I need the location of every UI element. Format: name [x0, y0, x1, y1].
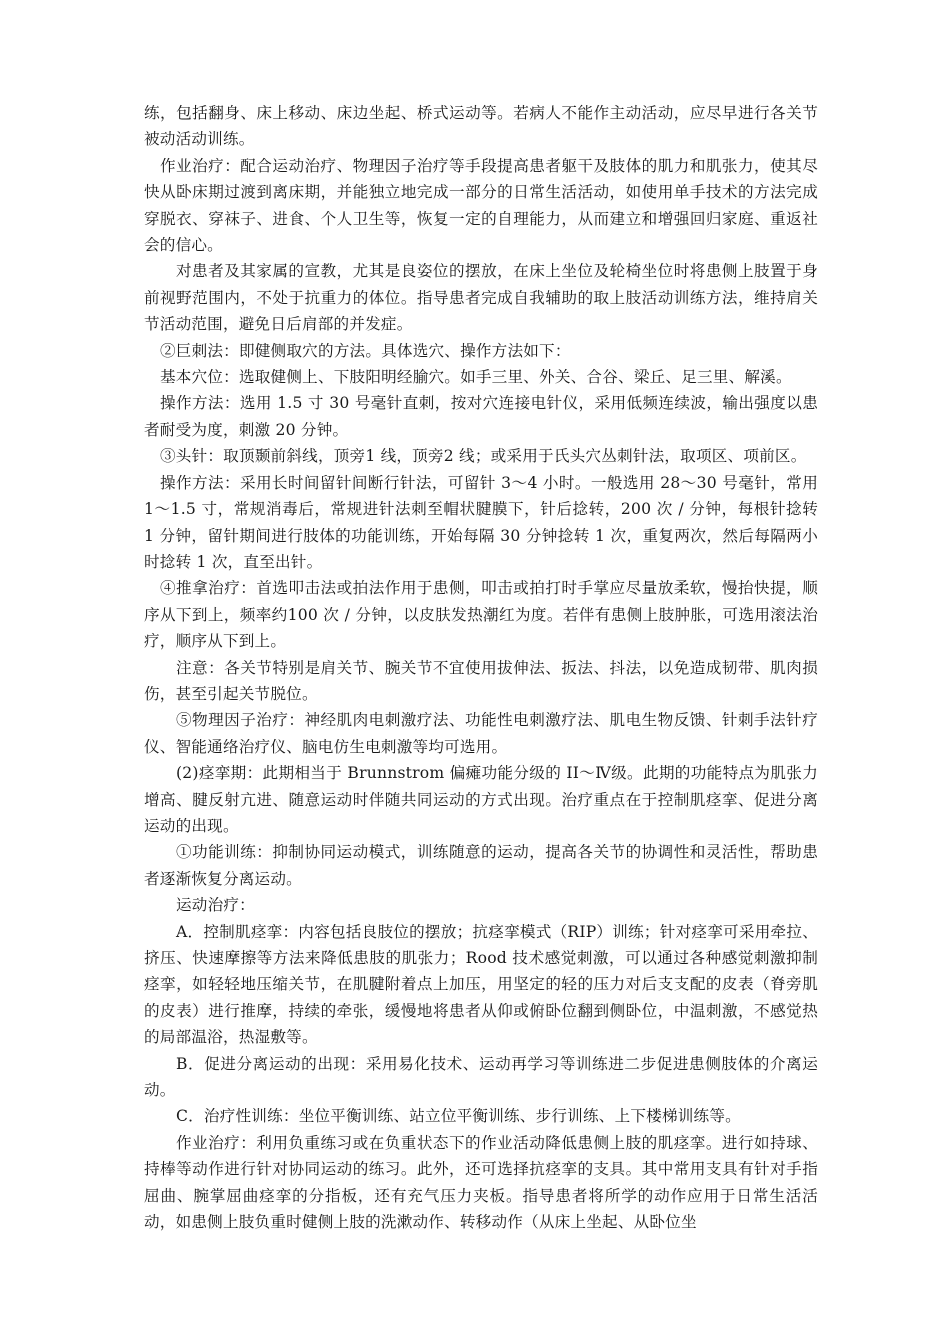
- paragraph-physical-factor-therapy: ⑤物理因子治疗：神经肌肉电刺激疗法、功能性电刺激疗法、肌电生物反馈、针刺手法针疗仪、智能通络治疗仪、脑电仿生电刺激等均可选用。: [144, 711, 818, 756]
- paragraph-operation-method-2: 操作方法：采用长时间留针间断行针法，可留针 3～4 小时。一般选用 28～30 号毫针，常用 1～1.5 寸，常规消毒后，常规进针法刺至帽状腱膜下，针后捻转，200 次 / 分钟，每根针捻转 1 分钟，留针期间进行肢体的功能训练，开始每隔 30 分钟捻转 1 次，重复两次，然后每隔两小时捻转 1 次，直至出针。: [144, 473, 818, 571]
- paragraph-promote-separation: B．促进分离运动的出现：采用易化技术、运动再学习等训练进二步促进患侧肢体的介离运动。: [144, 1054, 818, 1100]
- body-text: [144, 100, 818, 1235]
- paragraph-exercise-therapy-heading: 运动治疗：: [176, 896, 255, 915]
- paragraph-therapeutic-training: C．治疗性训练：坐位平衡训练、站立位平衡训练、步行训练、上下楼梯训练等。: [176, 1107, 741, 1126]
- paragraph-basic-acupoints: 基本穴位：选取健侧上、下肢阳明经腧穴。如手三里、外关、合谷、梁丘、足三里、解溪。: [160, 368, 792, 387]
- paragraph-spasticity-stage: (2)痉挛期：此期相当于 Brunnstrom 偏瘫功能分级的 II～Ⅳ级。此期的功能特点为肌张力增高、腱反射亢进、随意运动时伴随共同运动的方式出现。治疗重点在于控制肌痉挛、促进分离运动的出现。: [144, 764, 818, 835]
- paragraph-functional-training: ①功能训练：抑制协同运动模式，训练随意的运动，提高各关节的协调性和灵活性，帮助患者逐渐恢复分离运动。: [144, 843, 818, 888]
- paragraph-operation-method-1: 操作方法：选用 1.5 寸 30 号毫针直刺，按对穴连接电针仪，采用低频连续波，输出强度以患者耐受为度，刺激 20 分钟。: [144, 394, 818, 439]
- paragraph-caution-note: 注意：各关节特别是肩关节、腕关节不宜使用拔伸法、扳法、抖法，以免造成韧带、肌肉损伤，甚至引起关节脱位。: [144, 658, 818, 703]
- paragraph-contralateral-needling: ②巨刺法：即健侧取穴的方法。具体选穴、操作方法如下：: [160, 341, 571, 360]
- paragraph-tuina-therapy: ④推拿治疗：首选叩击法或拍法作用于患侧，叩击或拍打时手掌应尽量放柔软，慢抬快提，顺序从下到上，频率约100 次 / 分钟，以皮肤发热潮红为度。若伴有患侧上肢肿胀，可选用滚法治疗，顺序从下到上。: [144, 579, 818, 651]
- paragraph-control-spasticity: A．控制肌痉挛：内容包括良肢位的摆放；抗痉挛模式（RIP）训练；针对痉挛可采用牵拉、挤压、快速摩擦等方法来降低患肢的肌张力；Rood 技术感觉刺激，可以通过各种感觉刺激抑制痉挛，如轻轻地压缩关节，在肌腱附着点上加压，用坚定的轻的压力对后支支配的皮表（脊旁肌的皮表）进行推摩，持续的牵张，缓慢地将患者从仰或俯卧位翻到侧卧位，中温刺激，不感觉热的局部温浴，热湿敷等。: [144, 922, 818, 1047]
- paragraph-occupational-therapy: 作业治疗：配合运动治疗、物理因子治疗等手段提高患者躯干及肢体的肌力和肌张力，使其尽快从卧床期过渡到离床期，并能独立地完成一部分的日常生活活动，如使用单手技术的方法完成穿脱衣、穿袜子、进食、个人卫生等，恢复一定的自理能力，从而建立和增强回归家庭、重返社会的信心。: [144, 156, 818, 255]
- paragraph-patient-education: 对患者及其家属的宣教，尤其是良姿位的摆放，在床上坐位及轮椅坐位时将患侧上肢置于身前视野范围内，不处于抗重力的体位。指导患者完成自我辅助的取上肢活动训练方法，维持肩关节活动范围，避免日后肩部的并发症。: [144, 262, 818, 334]
- paragraph-occupational-therapy-2: 作业治疗：利用负重练习或在负重状态下的作业活动降低患侧上肢的肌痉挛。进行如持球、持棒等动作进行针对协同运动的练习。此外，还可选择抗痉挛的支具。其中常用支具有针对手指屈曲、腕掌屈曲痉挛的分指板，还有充气压力夹板。指导患者将所学的动作应用于日常生活活动，如患侧上肢负重时健侧上肢的洗漱动作、转移动作（从床上坐起、从卧位坐: [144, 1133, 818, 1232]
- paragraph-continuation: 练，包括翻身、床上移动、床边坐起、桥式运动等。若病人不能作主动活动，应尽早进行各关节被动活动训练。: [144, 104, 818, 149]
- paragraph-scalp-acupuncture: ③头针：取顶颞前斜线，顶旁1 线，顶旁2 线；或采用于氏头穴丛刺针法，取项区、项前区。: [160, 447, 807, 466]
